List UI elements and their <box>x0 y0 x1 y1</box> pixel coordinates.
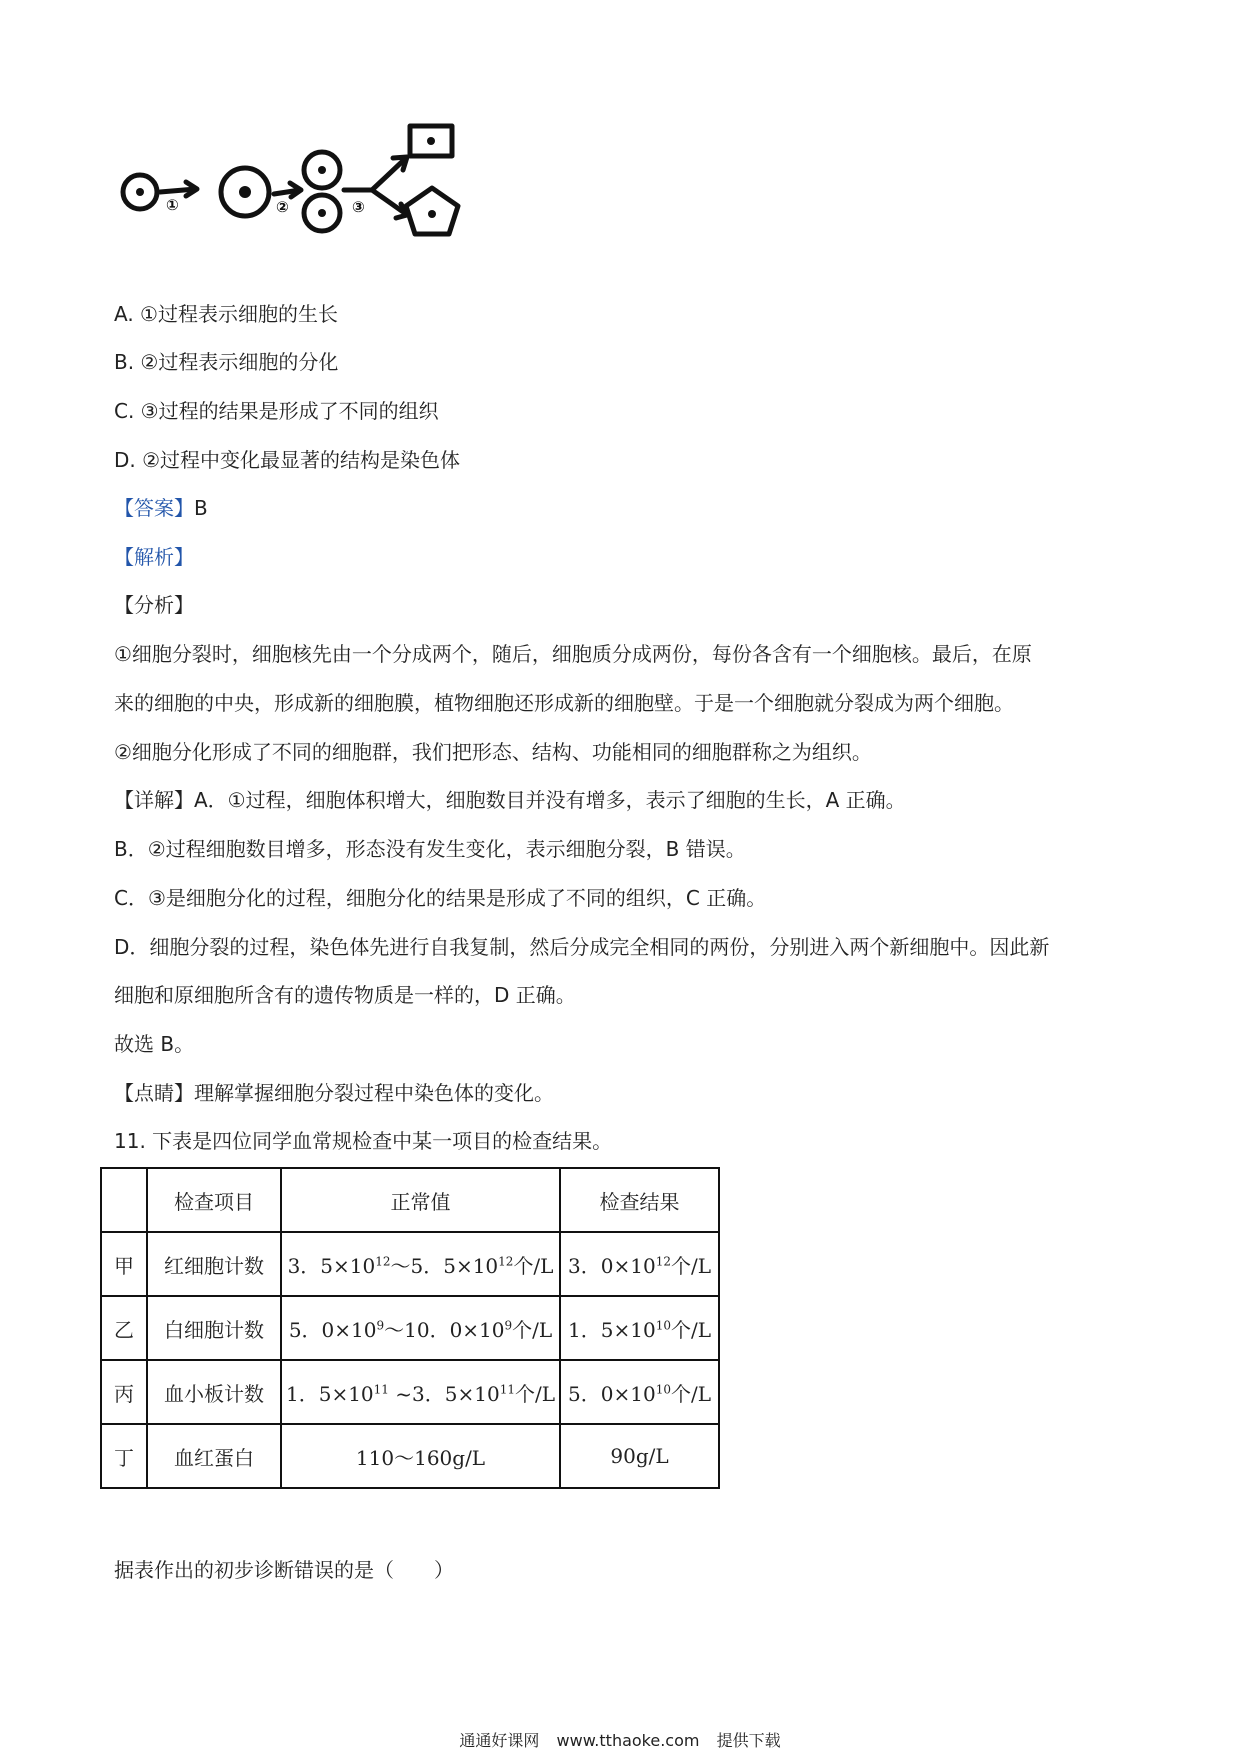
answer-tag: 【答案】 <box>114 496 194 520</box>
row-normal: 1．$5\times 10^{11}$ ~3．$5\times 10^{11}$个/L <box>281 1360 560 1424</box>
detail-line-5: 细胞和原细胞所含有的遗传物质是一样的，D 正确。 <box>114 983 576 1007</box>
choice-line: 故选 B。 <box>114 1032 195 1056</box>
fenxi-line-3: ②细胞分化形成了不同的细胞群，我们把形态、结构、功能相同的细胞群称之为组织。 <box>114 740 872 764</box>
fenxi-line-2: 来的细胞的中央，形成新的细胞膜，植物细胞还形成新的细胞壁。于是一个细胞就分裂成为两个细胞。 <box>114 691 1014 715</box>
question-11-stem: 11. 下表是四位同学血常规检查中某一项目的检查结果。 <box>114 1129 613 1153</box>
analysis-tag: 【解析】 <box>114 545 194 569</box>
row-normal: 5．$0\times 10^9\sim 10$．$0\times 10^9$个/L <box>281 1296 560 1360</box>
header-cell <box>101 1168 147 1232</box>
row-id: 乙 <box>101 1296 147 1360</box>
row-item: 白细胞计数 <box>147 1296 281 1360</box>
header-cell: 检查结果 <box>560 1168 719 1232</box>
fenxi-tag: 【分析】 <box>114 593 194 617</box>
row-item: 血红蛋白 <box>147 1424 281 1488</box>
row-result: 90g/L <box>560 1424 719 1488</box>
cell-process-figure <box>110 110 530 270</box>
row-normal: 110～160g/L <box>281 1424 560 1488</box>
row-result: 3．$0\times 10^{12}$个/L <box>560 1232 719 1296</box>
detail-line-1: 【详解】A．①过程，细胞体积增大，细胞数目并没有增多，表示了细胞的生长，A 正确。 <box>114 788 906 812</box>
detail-line-2: B．②过程细胞数目增多，形态没有发生变化，表示细胞分裂，B 错误。 <box>114 837 746 861</box>
header-cell: 正常值 <box>281 1168 560 1232</box>
table-row <box>101 1232 719 1296</box>
step-label-1: ① <box>166 196 179 214</box>
table-row <box>101 1424 719 1488</box>
row-id: 丁 <box>101 1424 147 1488</box>
row-normal: 3．$5\times 10^{12}\sim 5$．$5\times 10^{12}$个/L <box>281 1232 560 1296</box>
detail-line-3: C．③是细胞分化的过程，细胞分化的结果是形成了不同的组织，C 正确。 <box>114 886 767 910</box>
detail-line-4: D．细胞分裂的过程，染色体先进行自我复制，然后分成完全相同的两份，分别进入两个新细胞中。因此新 <box>114 935 1050 959</box>
row-id: 丙 <box>101 1360 147 1424</box>
table-header-row <box>101 1168 719 1232</box>
table-row <box>101 1360 719 1424</box>
table-row <box>101 1296 719 1360</box>
fenxi-line-1: ①细胞分裂时，细胞核先由一个分成两个，随后，细胞质分成两份，每份各含有一个细胞核。最后，在原 <box>114 642 1032 666</box>
option-b: B. ②过程表示细胞的分化 <box>114 350 339 374</box>
footer-tail: 提供下载 <box>716 1731 781 1750</box>
answer-value: B <box>194 496 208 520</box>
blood-test-table <box>100 1167 720 1489</box>
option-d: D. ②过程中变化最显著的结构是染色体 <box>114 448 461 472</box>
option-c: C. ③过程的结果是形成了不同的组织 <box>114 399 439 423</box>
row-id: 甲 <box>101 1232 147 1296</box>
dianjing-line: 【点睛】理解掌握细胞分裂过程中染色体的变化。 <box>114 1081 554 1105</box>
step-label-3: ③ <box>352 198 365 216</box>
step-label-2: ② <box>276 198 289 216</box>
answer-line <box>114 494 208 522</box>
question-11-prompt: 据表作出的初步诊断错误的是（ ） <box>114 1558 454 1582</box>
option-a: A. ①过程表示细胞的生长 <box>114 302 338 326</box>
row-result: 1．$5\times 10^{10}$个/L <box>560 1296 719 1360</box>
footer-site-name: 通通好课网 <box>459 1731 540 1750</box>
page-footer <box>0 1728 1240 1751</box>
footer-url[interactable]: www.tthaoke.com <box>556 1731 700 1750</box>
row-item: 血小板计数 <box>147 1360 281 1424</box>
row-result: 5．$0\times 10^{10}$个/L <box>560 1360 719 1424</box>
row-item: 红细胞计数 <box>147 1232 281 1296</box>
header-cell: 检查项目 <box>147 1168 281 1232</box>
